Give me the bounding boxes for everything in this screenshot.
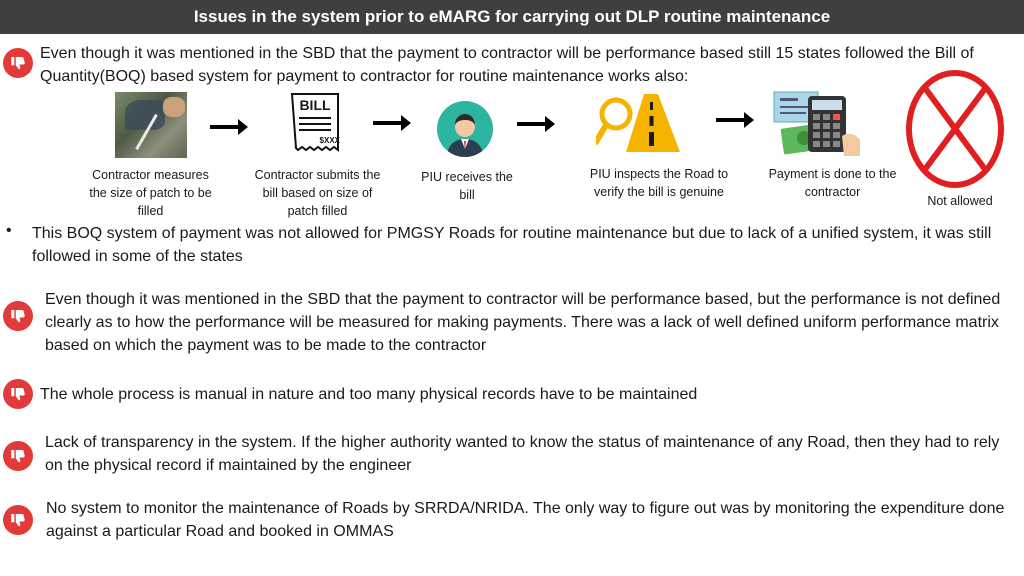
bullet-icon: • bbox=[6, 222, 12, 239]
step-caption-3: PIU receives the bill bbox=[421, 170, 513, 202]
thumbs-down-icon bbox=[3, 441, 33, 471]
step-caption-4: PIU inspects the Road to verify the bill is genuine bbox=[589, 167, 729, 199]
thumbs-down-icon bbox=[3, 48, 33, 78]
arrow-right-icon bbox=[716, 112, 754, 128]
not-allowed-icon bbox=[905, 68, 1005, 190]
issue-text-3: Lack of transparency in the system. If the higher authority wanted to know the status of maintenance of any Road, then they had to rely on the physical record if maintained by the engineer bbox=[45, 434, 1000, 474]
step-caption-5: Payment is done to the contractor bbox=[768, 167, 897, 199]
payment-calculator-icon bbox=[772, 86, 864, 158]
bullet-text: This BOQ system of payment was not allowed for PMGSY Roads for routine maintenance but due to lack of a unified system, it was still followed in some of the states bbox=[32, 225, 992, 265]
step-caption-2: Contractor submits the bill based on size of patch filled bbox=[254, 168, 381, 218]
arrow-right-icon bbox=[210, 119, 248, 135]
step-caption-1: Contractor measures the size of patch to be filled bbox=[89, 168, 212, 218]
not-allowed-label: Not allowed bbox=[927, 194, 993, 208]
bill-amount: $XXX bbox=[319, 136, 340, 145]
thumbs-down-icon bbox=[3, 379, 33, 409]
issue-text-2: The whole process is manual in nature and too many physical records have to be maintained bbox=[40, 386, 698, 403]
issue-text-1: Even though it was mentioned in the SBD that the payment to contractor will be performance based, but the performance is not defined clearly as to how the performance will be measured for making payments. There was a lack of well defined uniform performance matrix based on which the payment was to be made to the contractor bbox=[45, 291, 1001, 354]
arrow-right-icon bbox=[373, 115, 411, 131]
intro-text: Even though it was mentioned in the SBD that the payment to contractor will be performance based still 15 states followed the Bill of Quantity(BOQ) based system for payment to contractor for routine maintenance works also: bbox=[40, 45, 974, 85]
arrow-right-icon bbox=[517, 116, 555, 132]
bill-icon bbox=[284, 92, 346, 154]
thumbs-down-icon bbox=[3, 301, 33, 331]
road-inspection-icon bbox=[596, 92, 684, 154]
bill-label: BILL bbox=[299, 97, 331, 113]
thumbs-down-icon bbox=[3, 505, 33, 535]
issue-text-4: No system to monitor the maintenance of Roads by SRRDA/NRIDA. The only way to figure out was by monitoring the expenditure done against a particular Road and booked in OMMAS bbox=[46, 500, 1005, 540]
piu-officer-icon bbox=[437, 101, 493, 157]
patch-measure-photo bbox=[115, 92, 187, 158]
page-title: Issues in the system prior to eMARG for carrying out DLP routine maintenance bbox=[0, 0, 1024, 34]
